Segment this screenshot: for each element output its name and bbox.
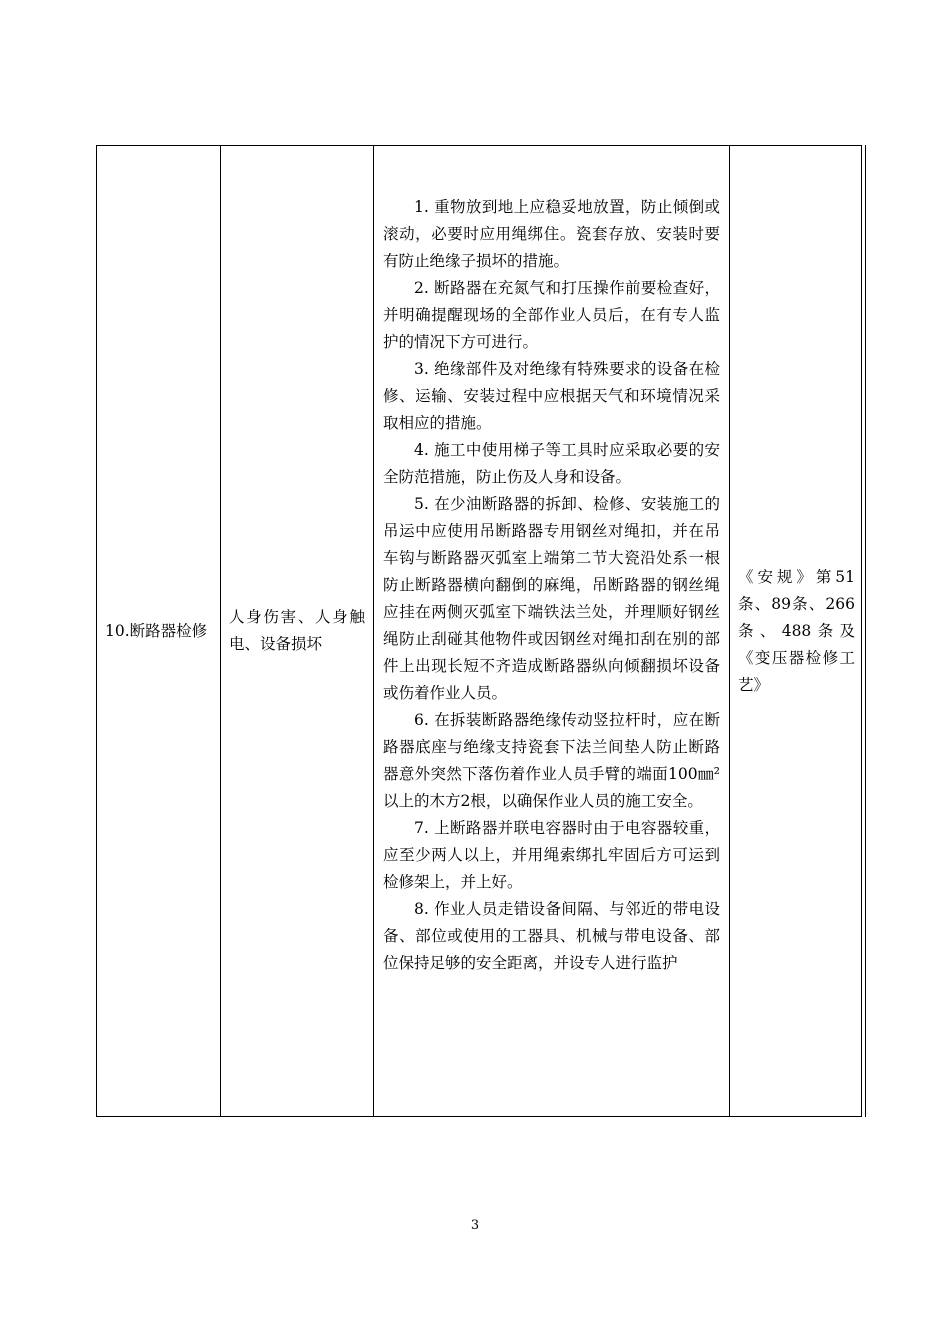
measure-item: 4. 施工中使用梯子等工具时应采取必要的安全防范措施，防止伤及人身和设备。 <box>383 441 720 486</box>
hazard-cell <box>221 146 373 1116</box>
hazard-text: 人身伤害、人身触电、设备损坏 <box>229 608 365 653</box>
measures-cell <box>374 146 729 1116</box>
basis-text: 《安规》第51条、89条、266条、488条及《变压器检修工艺》 <box>738 567 855 694</box>
safety-measures-table <box>96 145 862 1117</box>
page-number: 3 <box>470 1218 480 1233</box>
measure-item: 8. 作业人员走错设备间隔、与邻近的带电设备、部位或使用的工器具、机械与带电设备、部位保持足够的安全距离，并设专人进行监护 <box>383 900 720 972</box>
measure-item: 2. 断路器在充氮气和打压操作前要检查好，并明确提醒现场的全部作业人员后，在有专人监护的情况下方可进行。 <box>383 279 720 351</box>
measure-item: 5. 在少油断路器的拆卸、检修、安装施工的吊运中应使用吊断路器专用钢丝对绳扣，并在吊车钩与断路器灭弧室上端第二节大瓷沿处系一根防止断路器横向翻倒的麻绳，吊断路器的钢丝绳应挂在两侧灭弧室下端铁法兰处，并理顺好钢丝绳防止刮碰其他物件或因钢丝对绳扣刮在别的部件上出现长短不齐造成断路器纵向倾翻损坏设备或伤着作业人员。 <box>383 495 720 702</box>
basis-cell <box>730 146 863 1116</box>
task-cell <box>97 146 220 1116</box>
measure-item: 6. 在拆装断路器绝缘传动竖拉杆时，应在断路器底座与绝缘支持瓷套下法兰间垫人防止断路器意外突然下落伤着作业人员手臂的端面100㎜²以上的木方2根，以确保作业人员的施工安全。 <box>383 711 720 810</box>
measure-item: 3. 绝缘部件及对绝缘有特殊要求的设备在检修、运输、安装过程中应根据天气和环境情况采取相应的措施。 <box>383 360 720 432</box>
measure-item: 7. 上断路器并联电容器时由于电容器较重，应至少两人以上，并用绳索绑扎牢固后方可运到检修架上，并上好。 <box>383 819 720 891</box>
measure-item: 1. 重物放到地上应稳妥地放置，防止倾倒或滚动，必要时应用绳绑住。瓷套存放、安装时要有防止绝缘子损坏的措施。 <box>383 198 720 270</box>
measures-list <box>383 194 720 977</box>
task-text: 10.断路器检修 <box>105 621 208 640</box>
